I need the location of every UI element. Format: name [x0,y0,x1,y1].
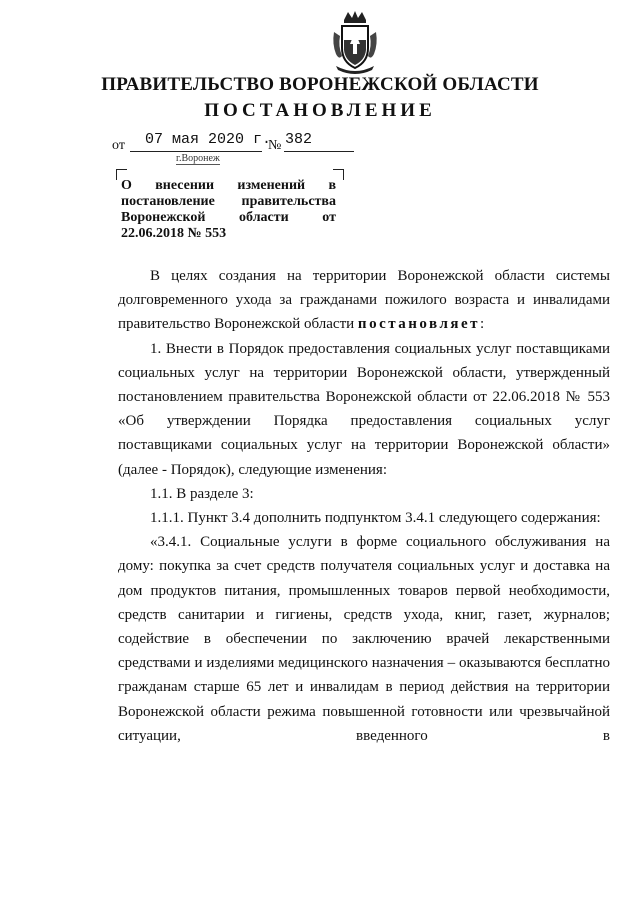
paragraph-1-1: 1.1. В разделе 3: [150,485,254,502]
organization-title: ПРАВИТЕЛЬСТВО ВОРОНЕЖСКОЙ ОБЛАСТИ [101,74,539,95]
document-number: 382 [285,131,313,148]
date-underline [130,151,262,152]
paragraph-1-1-1: 1.1.1. Пункт 3.4 дополнить подпунктом 3.4.1 следующего содержания: [150,510,601,527]
document-type-title: ПОСТАНОВЛЕНИЕ [204,100,436,121]
paragraph-1: 1. Внести в Порядок предоставления социальных услуг поставщиками социальных услуг на территории Воронежской области, утвержденный постановлением правительства Воронежской области от 22.06.2018 № 553 «Об утверждении Порядка предоставления социальных услуг поставщиками социальных услуг на территории Воронежской области» (далее - Порядок), следующие изменения: [118,340,610,478]
preamble-paragraph [118,264,610,337]
date-prefix: от [112,138,125,153]
city-label: г.Воронеж [176,153,220,164]
preamble-colon: : [480,316,485,333]
document-subject: О внесении изменений в постановление правительства Воронежской области от 22.06.2018 № 553 [121,178,336,241]
paragraph-3-4-1: «3.4.1. Социальные услуги в форме социального обслуживания на дому: покупка за счет средств получателя социальных услуг и доставка на дом продуктов питания, промышленных товаров первой необходимости, средств санитарии и гигиены, средств ухода, книг, газет, журналов; содействие в обеспечении по заключению врачей лекарственными средствами и изделиями медицинского назначения – оказываются бесплатно гражданам старше 65 лет и инвалидам в период действия на территории Воронежской области режима повышенной готовности или чрезвычайной ситуации, введенного в [118,534,610,744]
document-body [118,264,610,748]
number-underline [284,151,354,152]
document-date: 07 мая 2020 г. [145,131,272,148]
preamble-text: В целях создания на территории Воронежской области системы долговременного ухода за гражданами пожилого возраста и инвалидами правительство Воронежской области [118,268,610,333]
number-prefix: № [268,138,282,153]
decree-word: постановляет [357,316,481,333]
coat-of-arms-icon [330,10,380,74]
